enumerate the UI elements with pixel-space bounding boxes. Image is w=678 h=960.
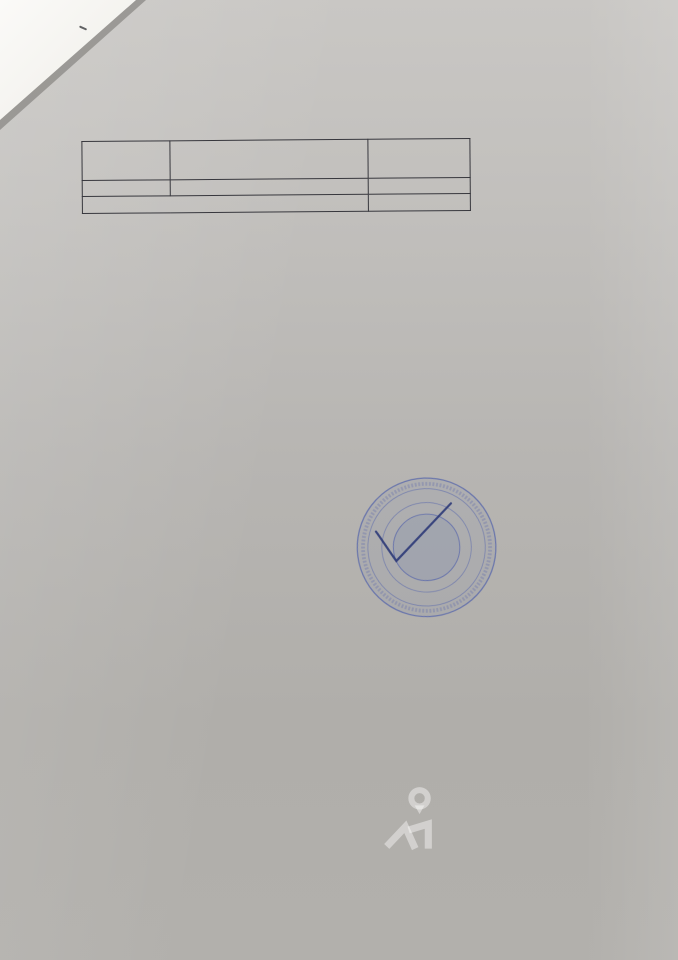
header-room-area [368,138,470,178]
cian-watermark [378,782,648,886]
engineer-round-stamp [340,461,513,634]
column-number-cell [368,177,470,194]
total-value-cell [368,193,470,211]
document-address [0,59,609,64]
cian-pin-logo-icon [378,782,448,854]
column-number-cell [170,178,368,196]
explication-table [81,138,471,214]
document-title [30,4,676,9]
column-number-cell [82,180,170,197]
table-header-row [82,138,470,180]
total-label-cell [82,194,368,213]
header-room-number [82,141,170,181]
stamp-rings [340,462,504,630]
document-subtitle [51,36,677,41]
table-total-row [82,193,470,213]
header-room-name [170,139,368,180]
